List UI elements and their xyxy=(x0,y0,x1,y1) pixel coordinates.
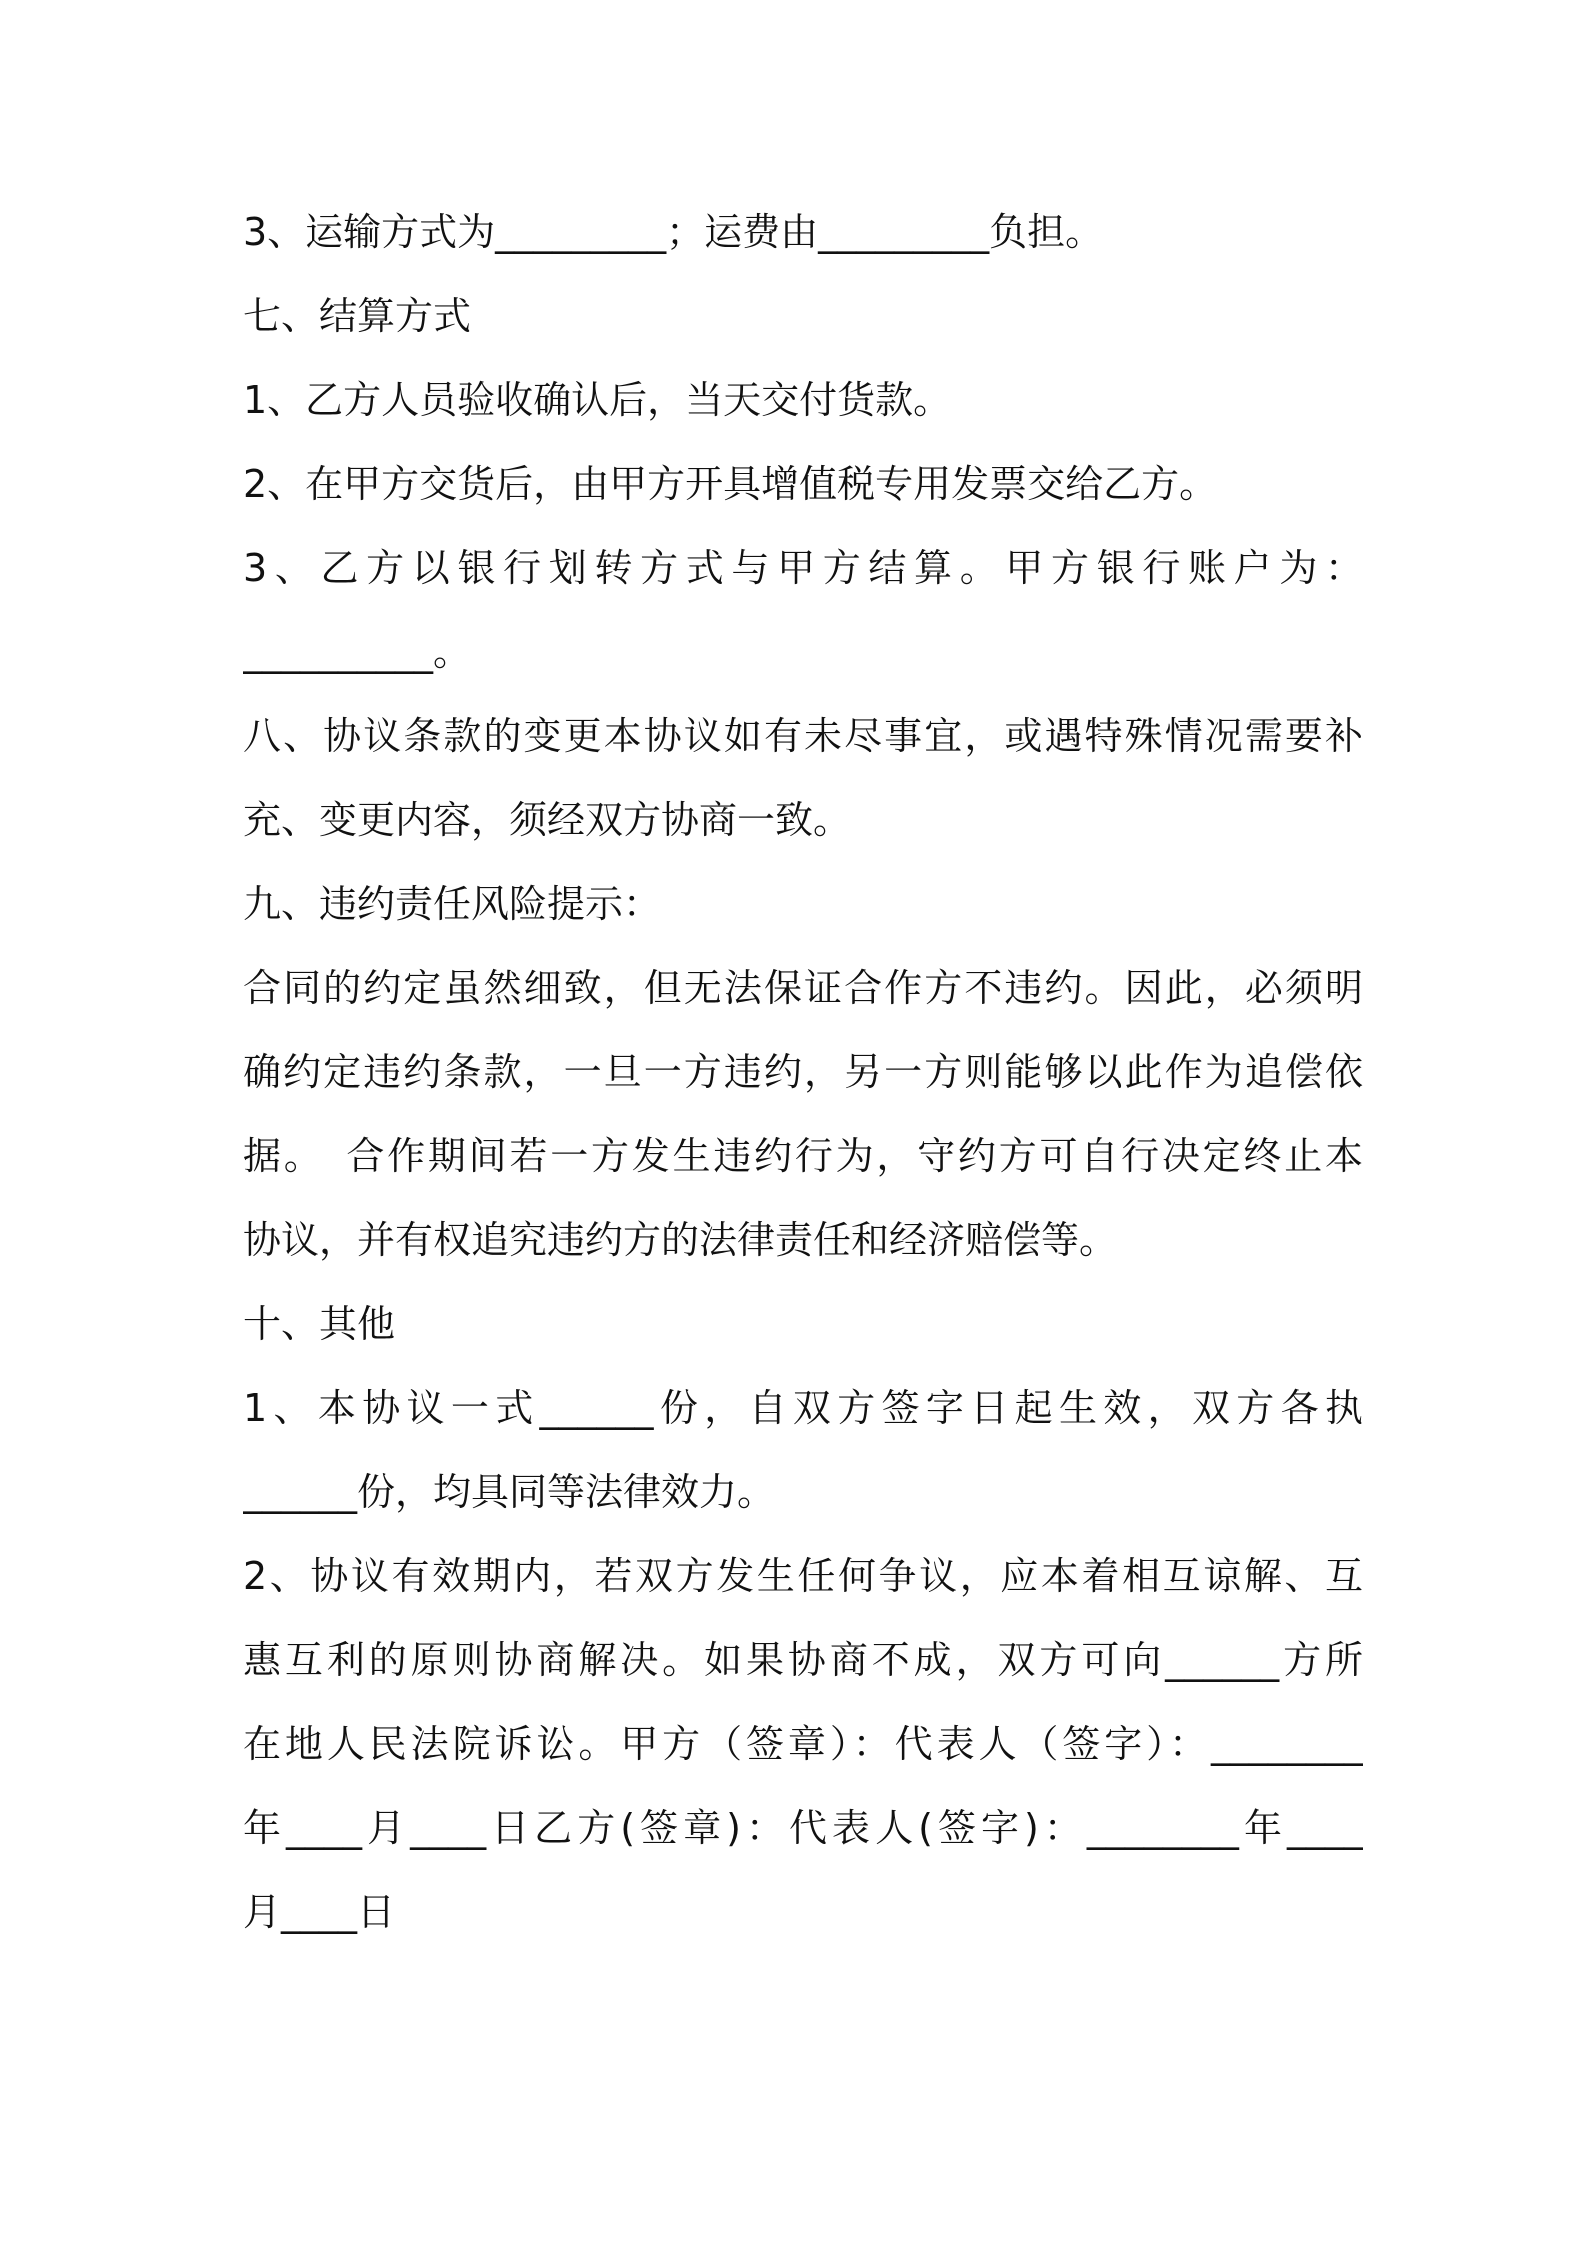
clause-transport-line: 3、运输方式为_________；运费由_________负担。 xyxy=(243,210,1104,254)
paragraph-line: 合同的约定虽然细致，但无法保证合作方不违约。因此，必须明 xyxy=(243,966,1363,1010)
signature-date-line: 年____月____日乙方(签章)：代表人(签字)：________年____ xyxy=(243,1806,1363,1850)
bank-account-blank-line: __________。 xyxy=(243,630,472,674)
clause-line: 2、在甲方交货后，由甲方开具增值税专用发票交给乙方。 xyxy=(243,462,1218,506)
section-heading-breach-risk: 九、违约责任风险提示： xyxy=(243,882,662,926)
document-body xyxy=(243,190,1363,1954)
signature-date-line: 月____日 xyxy=(243,1890,396,1934)
paragraph-line: 确约定违约条款，一旦一方违约，另一方则能够以此作为追偿依 xyxy=(243,1050,1363,1094)
paragraph-line: 据。 合作期间若一方发生违约行为，守约方可自行决定终止本 xyxy=(243,1134,1363,1178)
section-heading-amendment: 八、协议条款的变更本协议如有未尽事宜，或遇特殊情况需要补 xyxy=(243,714,1363,758)
paragraph-line: 协议，并有权追究违约方的法律责任和经济赔偿等。 xyxy=(243,1218,1118,1262)
clause-line: 1、乙方人员验收确认后，当天交付货款。 xyxy=(243,378,952,422)
clause-line: ______份，均具同等法律效力。 xyxy=(243,1470,776,1514)
clause-line: 惠互利的原则协商解决。如果协商不成，双方可向______方所 xyxy=(243,1638,1363,1682)
clause-line: 1、本协议一式______份，自双方签字日起生效，双方各执 xyxy=(243,1386,1363,1430)
paragraph-line: 充、变更内容，须经双方协商一致。 xyxy=(243,798,852,842)
clause-line: 3、乙方以银行划转方式与甲方结算。甲方银行账户为： xyxy=(243,546,1363,590)
signature-line: 在地人民法院诉讼。甲方（签章）：代表人（签字）：________ xyxy=(243,1722,1363,1766)
clause-line: 2、协议有效期内，若双方发生任何争议，应本着相互谅解、互 xyxy=(243,1554,1363,1598)
section-heading-other: 十、其他 xyxy=(243,1302,396,1346)
section-heading-settlement: 七、结算方式 xyxy=(243,294,472,338)
